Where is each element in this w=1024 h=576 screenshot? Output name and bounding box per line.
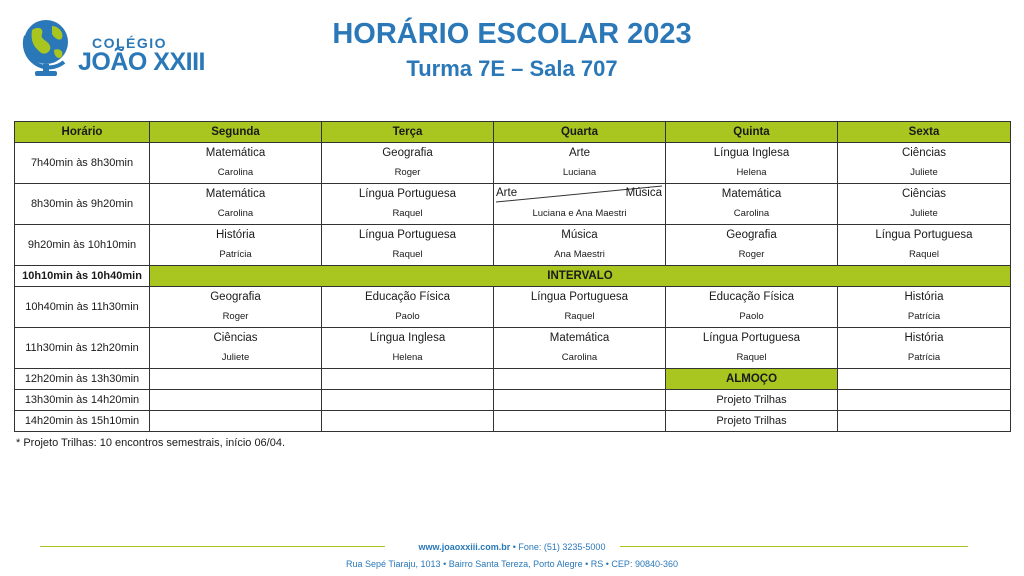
time-cell: 10h10min às 10h40min <box>15 266 150 287</box>
teacher: Ana Maestri <box>554 249 605 260</box>
table-row <box>15 287 1011 328</box>
logo-line1: COLÉGIO <box>92 35 168 51</box>
class-cell <box>494 143 666 184</box>
subject: História <box>904 291 944 303</box>
header-row <box>15 122 1011 143</box>
subject: Ciências <box>901 188 947 200</box>
table-row <box>15 225 1011 266</box>
subject: Matemática <box>721 188 782 200</box>
table-row <box>15 184 1011 225</box>
empty-cell <box>150 411 322 432</box>
subject: Arte <box>568 147 591 159</box>
subject-right: Música <box>625 187 662 199</box>
teacher: Carolina <box>733 208 770 219</box>
table-row <box>15 390 1011 411</box>
subject: História <box>904 332 944 344</box>
subject: Língua Portuguesa <box>875 229 973 241</box>
footer-address: Rua Sepé Tiaraju, 1013 • Bairro Santa Tereza, Porto Alegre • RS • CEP: 90840-360 <box>346 559 678 569</box>
class-cell <box>838 225 1011 266</box>
time-cell: 10h40min às 11h30min <box>15 287 150 328</box>
time-cell: 14h20min às 15h10min <box>15 411 150 432</box>
class-cell <box>666 184 838 225</box>
time-cell: 9h20min às 10h10min <box>15 225 150 266</box>
time-cell: 12h20min às 13h30min <box>15 369 150 390</box>
header-segunda: Segunda <box>150 122 322 143</box>
table-row <box>15 369 1011 390</box>
subject: Educação Física <box>708 291 794 303</box>
empty-cell <box>494 390 666 411</box>
break-row <box>15 266 1011 287</box>
empty-cell <box>494 411 666 432</box>
subject: Geografia <box>210 291 261 303</box>
footer-website-link[interactable]: www.joaoxxiii.com.br <box>418 542 511 552</box>
empty-cell <box>494 369 666 390</box>
subject: Ciências <box>901 147 947 159</box>
class-cell <box>666 143 838 184</box>
teacher: Paolo <box>395 311 420 322</box>
subject: Língua Inglesa <box>369 332 446 344</box>
empty-cell <box>322 369 494 390</box>
class-cell <box>666 328 838 369</box>
time-cell: 8h30min às 9h20min <box>15 184 150 225</box>
class-cell <box>494 287 666 328</box>
teacher: Luciana <box>562 167 597 178</box>
time-cell: 7h40min às 8h30min <box>15 143 150 184</box>
teacher: Raquel <box>564 311 595 322</box>
teacher: Roger <box>738 249 765 260</box>
class-cell <box>494 328 666 369</box>
empty-cell <box>838 390 1011 411</box>
teacher: Juliete <box>221 352 250 363</box>
class-cell <box>838 287 1011 328</box>
teacher: Helena <box>392 352 423 363</box>
class-cell <box>150 287 322 328</box>
subject: Música <box>561 229 598 241</box>
class-cell <box>150 184 322 225</box>
class-cell <box>322 287 494 328</box>
class-cell <box>494 225 666 266</box>
teacher: Raquel <box>736 352 767 363</box>
empty-cell <box>322 411 494 432</box>
table-row <box>15 328 1011 369</box>
class-cell <box>322 225 494 266</box>
empty-cell <box>322 390 494 411</box>
class-cell <box>150 143 322 184</box>
schedule-table <box>14 121 1011 432</box>
lunch-cell: ALMOÇO <box>666 369 838 390</box>
header-sexta: Sexta <box>838 122 1011 143</box>
time-cell: 11h30min às 12h20min <box>15 328 150 369</box>
empty-cell <box>150 390 322 411</box>
class-cell <box>322 184 494 225</box>
teacher: Paolo <box>739 311 764 322</box>
teacher: Raquel <box>392 249 423 260</box>
table-row <box>15 411 1011 432</box>
logo-line2: JOÃO XXIII <box>78 48 205 76</box>
page-title: HORÁRIO ESCOLAR 2023 <box>332 18 692 50</box>
subject: Matemática <box>205 188 266 200</box>
teacher: Patrícia <box>907 311 941 322</box>
teacher: Carolina <box>217 208 254 219</box>
teacher: Roger <box>394 167 421 178</box>
teacher: Juliete <box>910 167 938 178</box>
subject: Língua Inglesa <box>713 147 790 159</box>
class-cell <box>322 143 494 184</box>
subject: Geografia <box>382 147 433 159</box>
split-class-cell <box>494 184 666 225</box>
time-cell: 13h30min às 14h20min <box>15 390 150 411</box>
teacher: Patrícia <box>907 352 941 363</box>
class-cell <box>838 184 1011 225</box>
subject: Língua Portuguesa <box>358 188 457 200</box>
class-cell <box>322 328 494 369</box>
subject: Geografia <box>726 229 777 241</box>
class-cell <box>150 225 322 266</box>
break-cell: INTERVALO <box>150 266 1011 287</box>
subject: História <box>216 229 255 241</box>
teacher: Roger <box>222 311 249 322</box>
teacher: Carolina <box>217 167 254 178</box>
teacher: Raquel <box>908 249 940 260</box>
footer-contact <box>0 542 1024 552</box>
header-terca: Terça <box>322 122 494 143</box>
project-cell: Projeto Trilhas <box>666 390 838 411</box>
empty-cell <box>838 411 1011 432</box>
class-cell <box>666 287 838 328</box>
subject: Matemática <box>549 332 610 344</box>
empty-cell <box>150 369 322 390</box>
header-horario: Horário <box>15 122 150 143</box>
subject: Matemática <box>205 147 266 159</box>
subject: Ciências <box>213 332 258 344</box>
class-cell <box>666 225 838 266</box>
subject: Educação Física <box>364 291 450 303</box>
page-subtitle: Turma 7E – Sala 707 <box>406 56 618 81</box>
teacher: Carolina <box>561 352 598 363</box>
footer-phone: • Fone: (51) 3235-5000 <box>512 542 606 552</box>
subject: Língua Portuguesa <box>358 229 457 241</box>
table-row <box>15 143 1011 184</box>
class-cell <box>150 328 322 369</box>
footnote: * Projeto Trilhas: 10 encontros semestrais, início 06/04. <box>16 437 286 449</box>
subject: Língua Portuguesa <box>530 291 629 303</box>
empty-cell <box>838 369 1011 390</box>
teacher: Juliete <box>910 208 938 219</box>
teacher: Luciana e Ana Maestri <box>532 208 627 219</box>
teacher: Patrícia <box>219 249 252 260</box>
header-quarta: Quarta <box>494 122 666 143</box>
teacher: Raquel <box>392 208 423 219</box>
teacher: Helena <box>736 167 767 178</box>
class-cell <box>838 143 1011 184</box>
subject: Língua Portuguesa <box>702 332 801 344</box>
class-cell <box>838 328 1011 369</box>
header-quinta: Quinta <box>666 122 838 143</box>
subject-left: Arte <box>496 187 518 199</box>
project-cell: Projeto Trilhas <box>666 411 838 432</box>
